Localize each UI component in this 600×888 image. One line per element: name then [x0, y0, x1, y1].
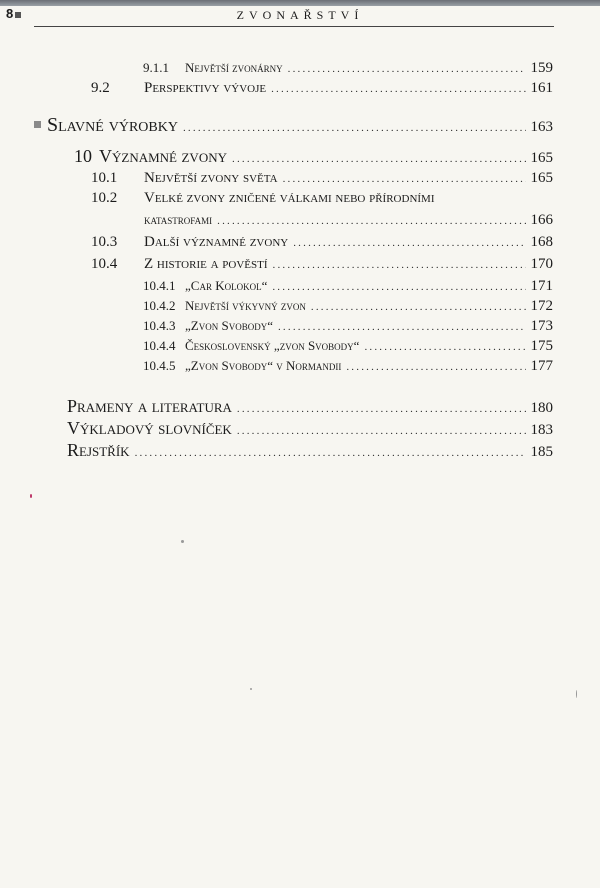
entry-page: 166 [530, 212, 553, 228]
entry-page: 185 [530, 444, 553, 460]
entry-page: 159 [530, 60, 553, 76]
dot-leader [283, 173, 526, 185]
toc-entry-9-2 [91, 80, 553, 97]
entry-page: 172 [530, 298, 553, 314]
entry-page: 177 [530, 358, 553, 374]
toc-entry-rejstrik [67, 440, 553, 461]
header-rule [34, 26, 554, 27]
toc-entry-10-4 [91, 256, 553, 273]
entry-title: Perspektivy vývoje [144, 80, 267, 96]
dot-leader [364, 341, 525, 353]
dot-leader [232, 153, 526, 165]
dot-leader [273, 259, 526, 271]
entry-title-line-1: Velké zvony zničené válkami nebo přírodními [144, 190, 435, 206]
entry-title: Z historie a pověstí [144, 256, 268, 272]
toc-entry-10-4-2 [143, 298, 553, 315]
entry-number: 10 [74, 146, 92, 166]
entry-number: 9.2 [91, 80, 110, 96]
entry-title: Československý „zvon Svobody“ [185, 338, 360, 353]
entry-page: 183 [530, 422, 553, 438]
entry-number: 10.3 [91, 234, 118, 250]
entry-title: Významné zvony [99, 146, 227, 166]
entry-number: 10.4.3 [143, 318, 176, 333]
toc-entry-10-1 [91, 170, 553, 187]
toc-entry-prameny [67, 396, 553, 417]
dot-leader [346, 361, 525, 373]
entry-title: Další významné zvony [144, 234, 289, 250]
dot-leader [272, 281, 525, 293]
entry-title: Největší zvony světa [144, 170, 278, 186]
toc-part-slavne-vyrobky [34, 114, 553, 137]
entry-page: 171 [530, 278, 553, 294]
entry-page: 168 [530, 234, 553, 250]
scan-speck [576, 690, 577, 698]
entry-number: 10.4.2 [143, 298, 176, 313]
entry-number: 10.4 [91, 256, 118, 272]
toc-entry-9-1-1 [143, 60, 553, 77]
dot-leader [288, 63, 526, 75]
dot-leader [183, 122, 526, 134]
entry-page: 161 [530, 80, 553, 96]
entry-page: 175 [530, 338, 553, 354]
toc-entry-10-4-5 [143, 358, 553, 375]
entry-title: „Zvon Svobody“ v Normandii [185, 358, 342, 373]
entry-page: 170 [530, 256, 553, 272]
entry-title: Výkladový slovníček [67, 418, 232, 438]
dot-leader [237, 425, 526, 437]
dot-leader [135, 447, 526, 459]
entry-title-line-2: katastrofami [144, 212, 213, 227]
dot-leader [237, 403, 526, 415]
entry-number: 10.2 [91, 190, 118, 206]
entry-title: Prameny a literatura [67, 396, 232, 416]
entry-number: 10.4.5 [143, 358, 176, 373]
toc-chapter-10 [74, 146, 553, 167]
scan-speck [181, 540, 184, 543]
entry-title: Největší zvonárny [185, 60, 283, 75]
entry-title: Rejstřík [67, 440, 130, 460]
square-bullet-icon [34, 121, 41, 128]
entry-number: 10.4.1 [143, 278, 176, 293]
scan-speck [250, 688, 252, 690]
scan-speck [30, 494, 32, 498]
entry-page: 165 [530, 170, 553, 186]
entry-page: 173 [530, 318, 553, 334]
toc-entry-10-2 [91, 190, 553, 207]
entry-page: 180 [530, 400, 553, 416]
entry-page: 165 [530, 150, 553, 166]
toc-entry-slovnicek [67, 418, 553, 439]
dot-leader [271, 83, 525, 95]
entry-title: Slavné výrobky [47, 114, 178, 136]
toc-entry-10-3 [91, 234, 553, 251]
entry-number: 10.4.4 [143, 338, 176, 353]
toc-entry-10-4-3 [143, 318, 553, 335]
dot-leader [217, 215, 525, 227]
toc-entry-10-2-continuation [144, 212, 553, 229]
entry-page: 163 [530, 119, 553, 135]
entry-number: 9.1.1 [143, 60, 169, 75]
entry-title: Největší výkyvný zvon [185, 298, 306, 313]
header-bar [0, 0, 600, 6]
dot-leader [278, 321, 526, 333]
toc-entry-10-4-4 [143, 338, 553, 355]
running-title: ZVONAŘSTVÍ [236, 8, 364, 22]
dot-leader [293, 237, 525, 249]
entry-number: 10.1 [91, 170, 118, 186]
dot-leader [311, 301, 526, 313]
page-number: 8 [6, 6, 21, 21]
entry-title: „Zvon Svobody“ [185, 318, 273, 333]
toc-entry-10-4-1 [143, 278, 553, 295]
entry-title: „Car Kolokol“ [185, 278, 268, 293]
